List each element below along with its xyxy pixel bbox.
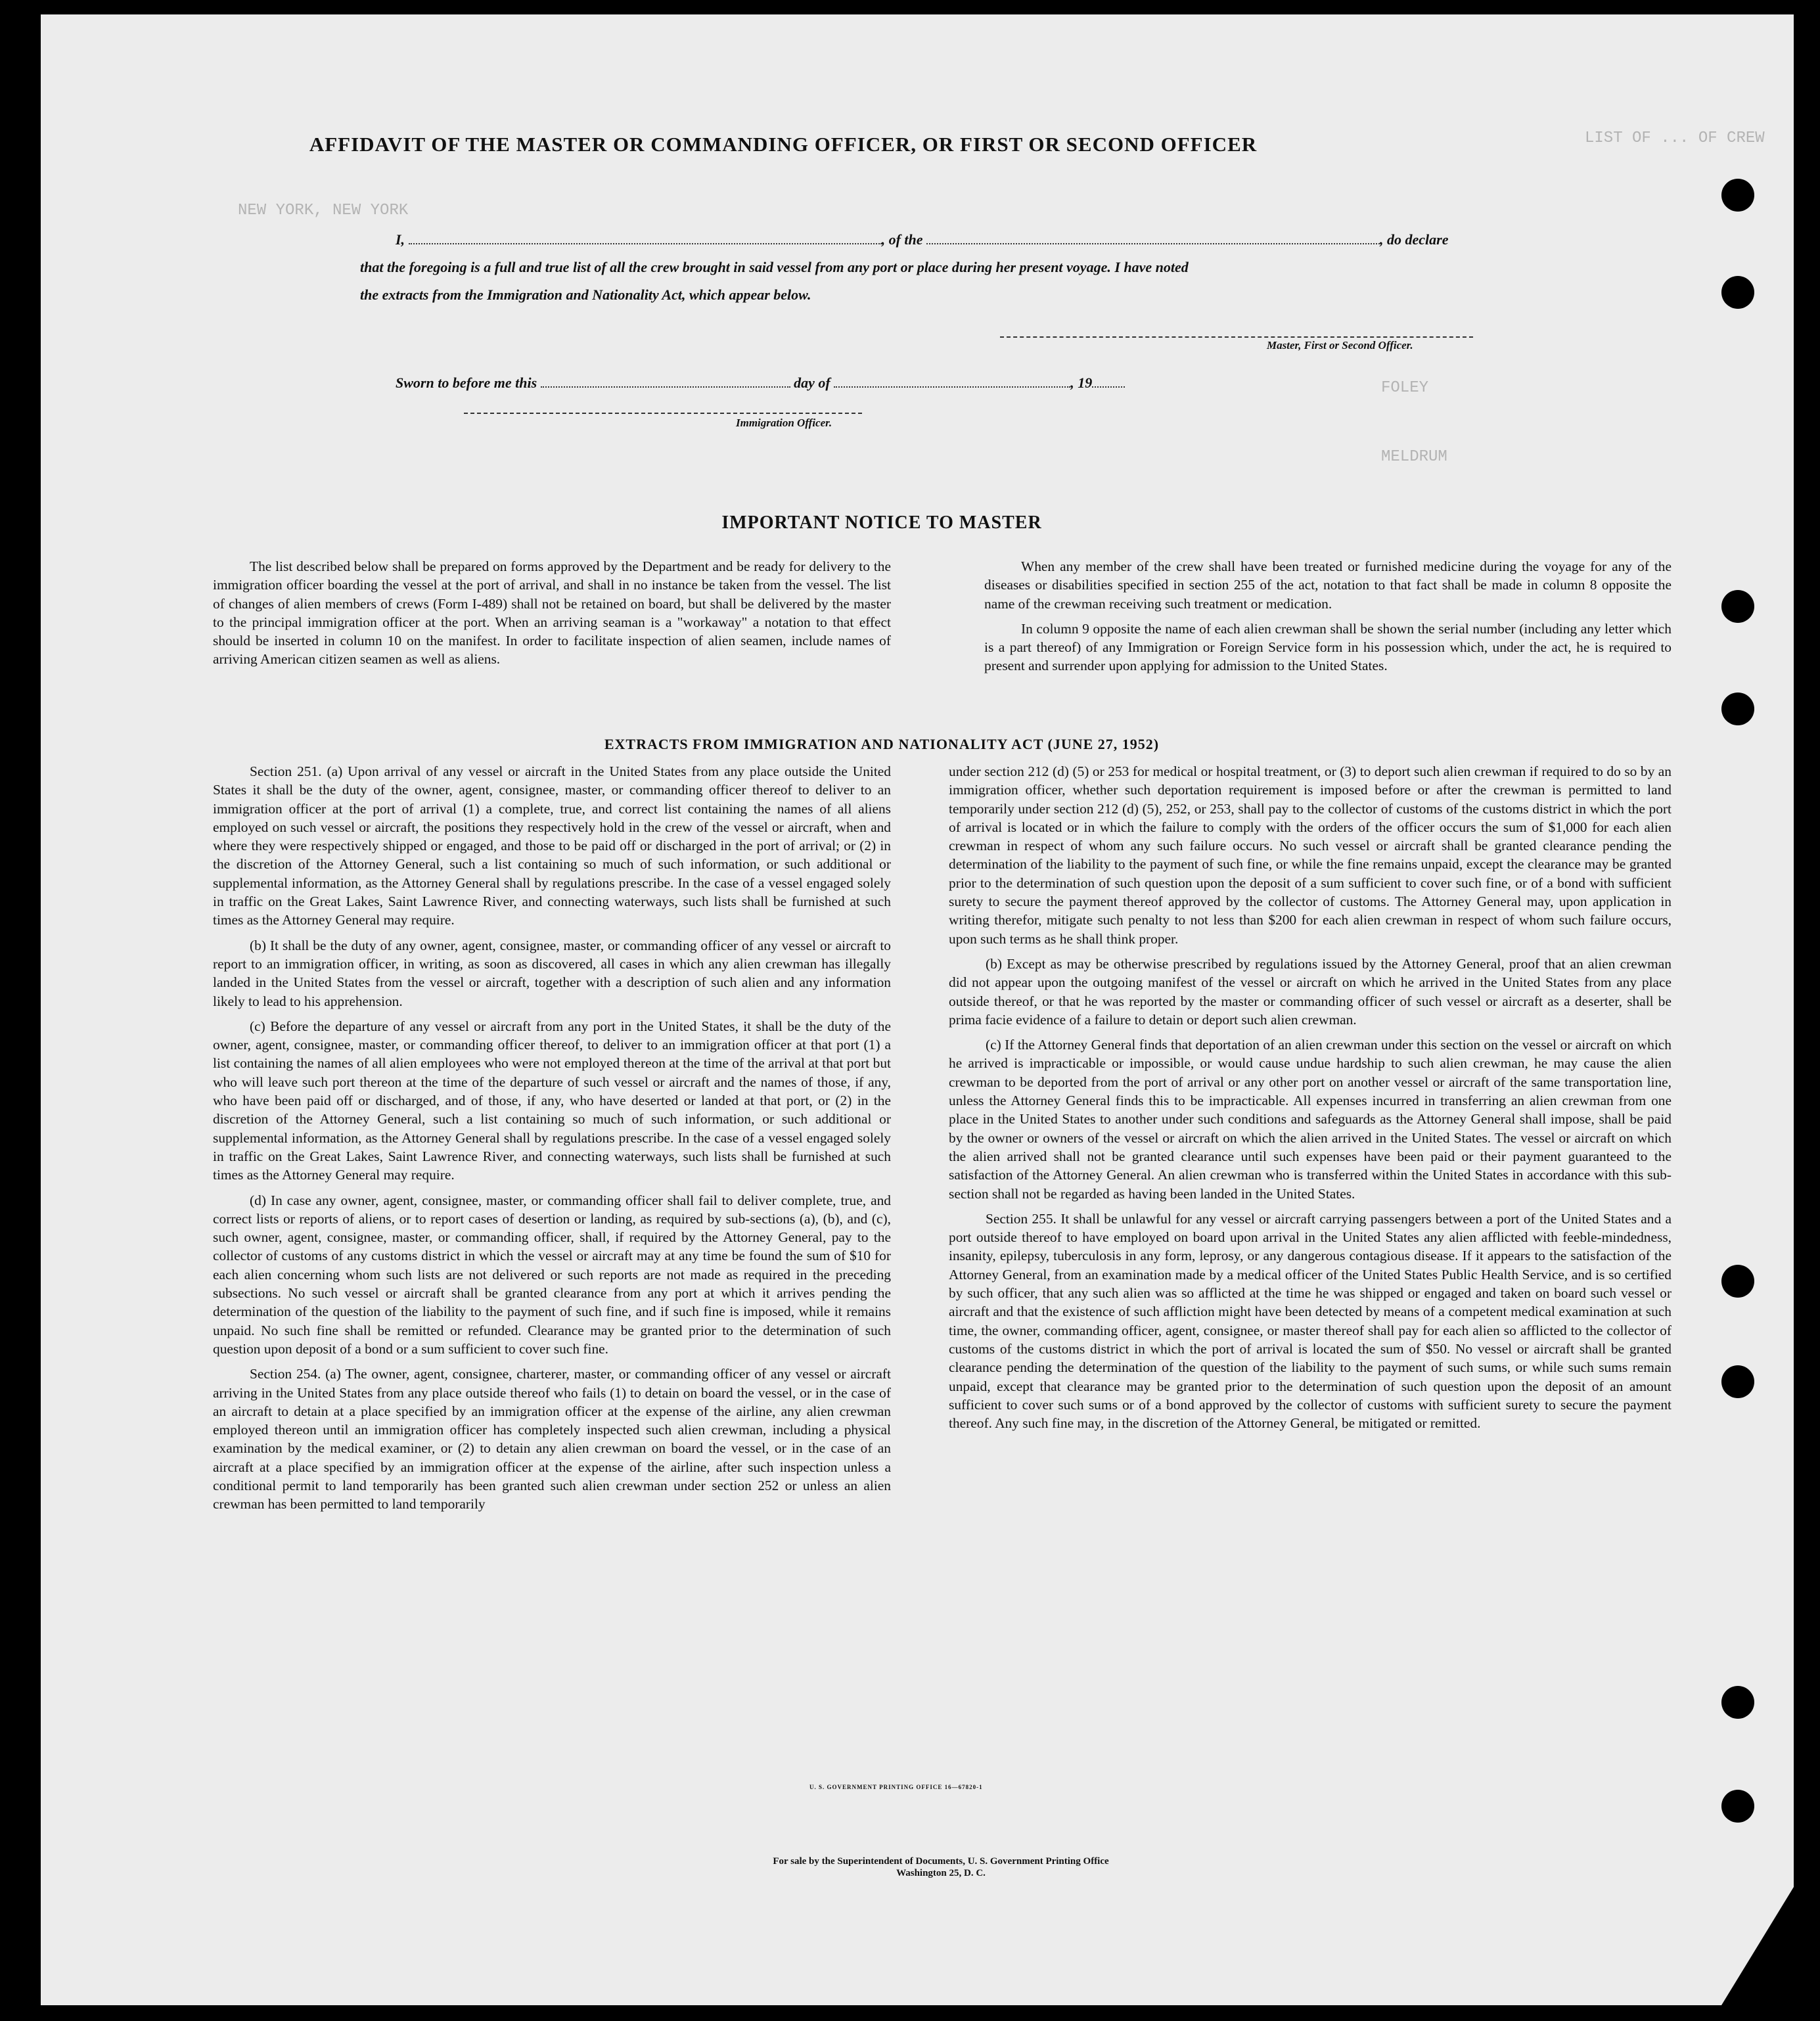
notice-paragraph: In column 9 opposite the name of each alien crewman shall be shown the serial number (including any letter which is a part thereof) of any Immigration or Foreign Service form in his possession which, under the act, he is required to present and surrender upon applying for admission to the United States. bbox=[984, 620, 1672, 674]
punch-hole bbox=[1721, 179, 1754, 212]
footer-line-2: Washington 25, D. C. bbox=[896, 1868, 986, 1878]
extracts-left-column bbox=[213, 762, 891, 1520]
gpo-imprint: U. S. GOVERNMENT PRINTING OFFICE 16—67820-1 bbox=[809, 1784, 983, 1790]
sworn-year-blank[interactable] bbox=[1092, 378, 1125, 388]
punch-hole bbox=[1721, 276, 1754, 309]
footer-line-1: For sale by the Superintendent of Documents, U. S. Government Printing Office bbox=[773, 1856, 1109, 1867]
sworn-month-blank[interactable] bbox=[834, 378, 1070, 388]
notice-paragraph: The list described below shall be prepared on forms approved by the Department and be ready for delivery to the immigration officer boarding the vessel at the port of arrival, and shall in no instance be taken from the vessel. The list of changes of alien members of crews (Form I-489) shall not be retained on board, but shall be delivered by the master to the principal immigration officer at the port. When an arriving seaman is a "workaway" a notation to that effect should be inserted in column 10 on the manifest. In order to facilitate inspection of alien seamen, include names of arriving American citizen seamen as well as aliens. bbox=[213, 558, 891, 668]
sworn-label: Sworn to before me this bbox=[396, 375, 537, 391]
notice-left-column bbox=[213, 557, 891, 675]
notice-right-column bbox=[984, 557, 1672, 682]
document-page bbox=[41, 14, 1794, 2005]
affidavit-statement-line: that the foregoing is a full and true list of all the crew brought in said vessel from any port or place during her present voyage. I have noted bbox=[360, 259, 1189, 275]
section-251-d: (d) In case any owner, agent, consignee, master, or commanding officer shall fail to deliver complete, true, and correct lists or reports of aliens, or to report cases of desertion or landing, as required by sub-sections (a), (b), and (c), such owner, agent, consignee, master, or commanding officer, shall, if required by the Attorney General, pay to the collector of customs of any customs district in which the vessel or aircraft may at any time be found the sum of $10 for each alien concerning whom such lists are not delivered or such reports are not made as required in the preceding subsections. No such vessel or aircraft shall be granted clearance from any port at which it arrives pending the determination of the question of the liability to the payment of such fine, and if such fine is imposed, while it remains unpaid. No such fine shall be remitted or refunded. Clearance may be granted prior to the determination of such question upon deposit of a bond or a sum sufficient to cover such fine. bbox=[213, 1192, 891, 1357]
section-251-b: (b) It shall be the duty of any owner, agent, consignee, master, or commanding officer of any vessel or aircraft to report to an immigration officer, in writing, as soon as discovered, all cases in which any alien crewman has illegally landed in the United States from the vessel or aircraft, together with a description of such alien and any information likely to lead to his apprehension. bbox=[213, 937, 891, 1009]
bleed-through-text: NEW YORK, NEW YORK bbox=[238, 202, 409, 219]
master-signature-line[interactable] bbox=[1000, 336, 1473, 338]
section-251-c: (c) Before the departure of any vessel or aircraft from any port in the United States, it shall be the duty of the owner, agent, consignee, master, or commanding officer thereof, to deliver to an immigration officer at that port (1) a list containing the names of all alien employees who were not employed thereon at the time of the arrival at that port but who will leave such port thereon at the time of the departure of such vessel or aircraft and the names of those, if any, who have been paid off or discharged, and of those, if any, who have deserted or landed at that port, or (2) in the discretion of the Attorney General, such a list containing so much of such information, or such additional or supplemental information, as the Attorney General shall by regulations prescribe. In the case of a vessel engaged solely in traffic on the Great Lakes, Saint Lawrence River, and connecting waterways, such lists shall be furnished at such times as the Attorney General may require. bbox=[213, 1018, 891, 1183]
sworn-day-blank[interactable] bbox=[541, 378, 790, 388]
punch-hole bbox=[1721, 1365, 1754, 1398]
notice-paragraph: When any member of the crew shall have been treated or furnished medicine during the voyage for any of the diseases or disabilities specified in section 255 of the act, notation to that fact shall be made in column 8 opposite the name of the crewman receiving such treatment or medication. bbox=[984, 558, 1672, 612]
punch-hole bbox=[1721, 1686, 1754, 1719]
punch-hole bbox=[1721, 1265, 1754, 1298]
extracts-title: EXTRACTS FROM IMMIGRATION AND NATIONALITY ACT (JUNE 27, 1952) bbox=[604, 736, 1160, 752]
affidavit-declare-label: , do declare bbox=[1380, 231, 1449, 248]
section-251-a: Section 251. (a) Upon arrival of any vessel or aircraft in the United States from any place outside the United States it shall be the duty of the owner, agent, consignee, master, or commanding officer thereof to deliver to an immigration officer at the port of arrival (1) a complete, true, and correct list containing the names of all aliens employed on such vessel or aircraft, the positions they respectively hold in the crew of the vessel or aircraft, when and where they were respectively shipped or engaged, and those to be paid off or discharged in the port of arrival; or (2) in the discretion of the Attorney General, such a list containing so much of such information, or such additional or supplemental information, as the Attorney General shall by regulations prescribe. In the case of a vessel engaged solely in traffic on the Great Lakes, Saint Lawrence River, and connecting waterways, such lists shall be furnished at such times as the Attorney General may require. bbox=[213, 763, 891, 928]
day-of-label: day of bbox=[794, 375, 830, 391]
bleed-through-text: FOLEY bbox=[1381, 379, 1429, 397]
punch-hole bbox=[1721, 590, 1754, 623]
section-254-a-continued: under section 212 (d) (5) or 253 for medical or hospital treatment, or (3) to deport such alien crewman if required to do so by an immigration officer, whether such deportation requirement is imposed before or after the crewman is permitted to land temporarily under section 212 (d) (5), 252, or 253, shall pay to the collector of customs of the customs district in which the port of arrival is located or in which the failure to comply with the orders of the officer occurs the sum of $1,000 for each alien crewman in respect of whom any such failure occurs. No such vessel or aircraft shall be granted clearance pending the determination of the liability to the payment of such fine, or while the fine remains unpaid, except the clearance may be granted prior to the determination of such question upon the deposit of a sum sufficient to cover such fine, or of a bond with sufficient surety to secure the payment thereof approved by the collector of customs. The Attorney General may, upon application in writing therefor, mitigate such penalty to not less than $200 for each alien crewman in respect of whom such failure occurs, upon such terms as he shall think proper. bbox=[949, 763, 1672, 947]
punch-hole bbox=[1721, 1790, 1754, 1823]
year-label: , 19 bbox=[1070, 375, 1093, 391]
affidavit-of-the-label: , of the bbox=[881, 231, 923, 248]
affidavit-extracts-line: the extracts from the Immigration and Nationality Act, which appear below. bbox=[360, 286, 811, 303]
master-signature-label: Master, First or Second Officer. bbox=[1267, 339, 1413, 352]
affidavit-declaration-line bbox=[396, 231, 1448, 248]
section-254-a: Section 254. (a) The owner, agent, consignee, charterer, master, or commanding officer of any vessel or aircraft arriving in the United States from any place outside thereof who fails (1) to detain on board the vessel, or in the case of an aircraft to detain at a place specified by an immigration officer at the expense of the airline, any alien crewman employed thereon until an immigration officer has completely inspected such alien crewman, including a physical examination by the medical examiner, or (2) to detain any alien crewman on board the vessel, or in the case of an aircraft at a place specified by an immigration officer at the expense of the airline, after such inspection unless a conditional permit to land temporarily has been granted such alien crewman under section 252 or unless an alien crewman has been permitted to land temporarily bbox=[213, 1366, 891, 1512]
vessel-blank[interactable] bbox=[926, 235, 1380, 244]
affidavit-title: AFFIDAVIT OF THE MASTER OR COMMANDING OFFICER, OR FIRST OR SECOND OFFICER bbox=[309, 133, 1258, 156]
sworn-line bbox=[396, 375, 1125, 392]
immigration-officer-signature-line[interactable] bbox=[464, 413, 862, 414]
immigration-officer-label: Immigration Officer. bbox=[736, 417, 832, 429]
folded-corner bbox=[1721, 1887, 1794, 2005]
affidavit-i-label: I, bbox=[396, 231, 405, 248]
bleed-through-text: LIST OF ... OF CREW bbox=[1585, 129, 1765, 147]
footer bbox=[645, 1855, 1237, 1879]
bleed-through-text: MELDRUM bbox=[1381, 448, 1447, 466]
extracts-right-column bbox=[949, 762, 1672, 1439]
notice-title: IMPORTANT NOTICE TO MASTER bbox=[721, 512, 1042, 533]
section-255: Section 255. It shall be unlawful for any vessel or aircraft carrying passengers between a port of the United States and a port outside thereof to have employed on board upon arrival in the United States any alien afflicted with feeble-mindedness, insanity, epilepsy, tuberculosis in any form, leprosy, or any dangerous contagious disease. If it appears to the satisfaction of the Attorney General, from an examination made by a medical officer of the United States Public Health Service, and is so certified by such officer, that any such alien was so afflicted at the time he was shipped or engaged and taken on board such vessel or aircraft and that the existence of such affliction might have been detected by means of a competent medical examination at such time, the owner, commanding officer, agent, consignee, or master thereof shall pay for each alien so afflicted to the collector of customs of the customs district in which the port of arrival is located the sum of $50. No vessel or aircraft shall be granted clearance pending the determination of the question of the liability to the payment of such sums, or while such sums remain unpaid, except that clearance may be granted prior to the determination of such question upon the deposit of an amount sufficient to cover such sums or of a bond approved by the collector of customs with sufficient surety to secure the payment thereof. Any such fine may, in the discretion of the Attorney General, be mitigated or remitted. bbox=[949, 1210, 1672, 1432]
section-254-c: (c) If the Attorney General finds that deportation of an alien crewman under this section on the vessel or aircraft on which he arrived is impracticable or impossible, or would cause undue hardship to such alien crewman, he may cause the alien crewman to be deported from the port of arrival or any other port on another vessel or aircraft of the same transportation line, unless the Attorney General finds this to be impracticable. All expenses incurred in transferring an alien crewman from one place in the United States to another under such conditions and safeguards as the Attorney General shall impose, shall be paid by the owner or owners of the vessel or aircraft on which the alien arrived in the United States. The vessel or aircraft on which the alien arrived shall not be granted clearance until such expenses have been paid or their payment guaranteed to the satisfaction of the Attorney General. An alien crewman who is transferred within the United States in accordance with this sub-section shall not be regarded as having been landed in the United States. bbox=[949, 1037, 1672, 1202]
punch-hole bbox=[1721, 693, 1754, 725]
section-254-b: (b) Except as may be otherwise prescribed by regulations issued by the Attorney General, proof that an alien crewman did not appear upon the outgoing manifest of the vessel or aircraft on which he arrived in the United States from any place outside thereof, or that he was reported by the master or commanding officer of such vessel or aircraft as a deserter, shall be prima facie evidence of a failure to detain or deport such alien crewman. bbox=[949, 955, 1672, 1028]
name-blank[interactable] bbox=[409, 235, 882, 244]
